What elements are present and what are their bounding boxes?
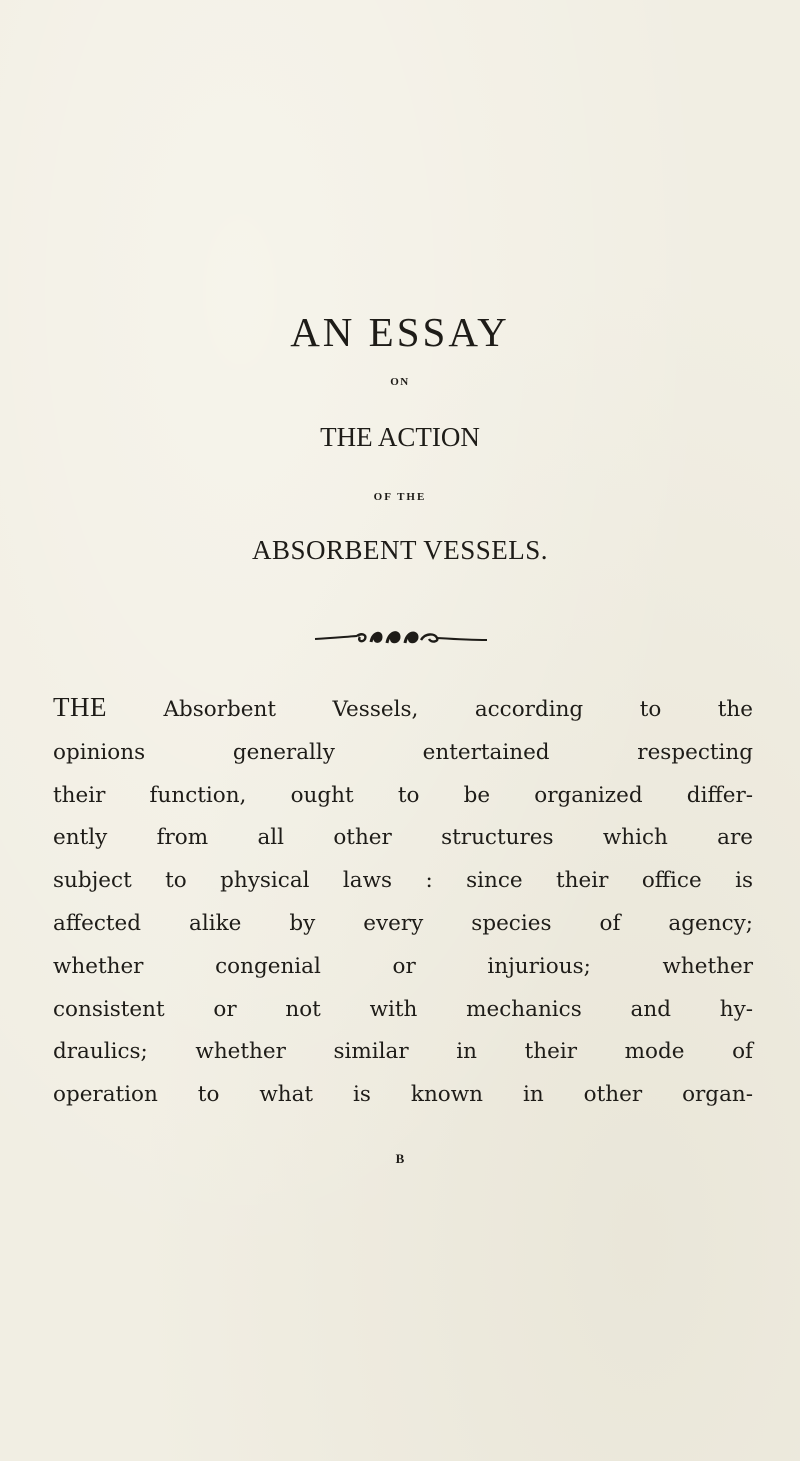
body-line-text: Absorbent Vessels, according to the xyxy=(106,697,753,722)
dropcap-word: THE xyxy=(53,692,107,722)
body-line: their function, ought to be organized differ- xyxy=(53,782,753,808)
body-line: consistent or not with mechanics and hy- xyxy=(53,996,753,1022)
body-line: opinions generally entertained respecting xyxy=(53,739,753,765)
title-connector-of-the: OF THE xyxy=(373,491,427,503)
title-connector-on: ON xyxy=(390,376,410,388)
body-line: draulics; whether similar in their mode of xyxy=(53,1039,753,1065)
body-line: ently from all other structures which are xyxy=(53,825,753,851)
body-line: subject to physical laws : since their office is xyxy=(53,868,753,894)
signature-mark: B xyxy=(395,1151,405,1166)
essay-title: AN ESSAY xyxy=(290,309,510,355)
body-line: operation to what is known in other organ- xyxy=(53,1082,753,1108)
ornamental-rule-icon xyxy=(313,628,489,646)
subtitle-the-action: THE ACTION xyxy=(320,422,480,452)
subtitle-absorbent-vessels: ABSORBENT VESSELS. xyxy=(251,535,549,565)
body-line: affected alike by every species of agency; xyxy=(53,910,753,936)
body-line: whether congenial or injurious; whether xyxy=(53,953,753,979)
body-paragraph xyxy=(53,686,753,1117)
body-line xyxy=(53,686,753,732)
